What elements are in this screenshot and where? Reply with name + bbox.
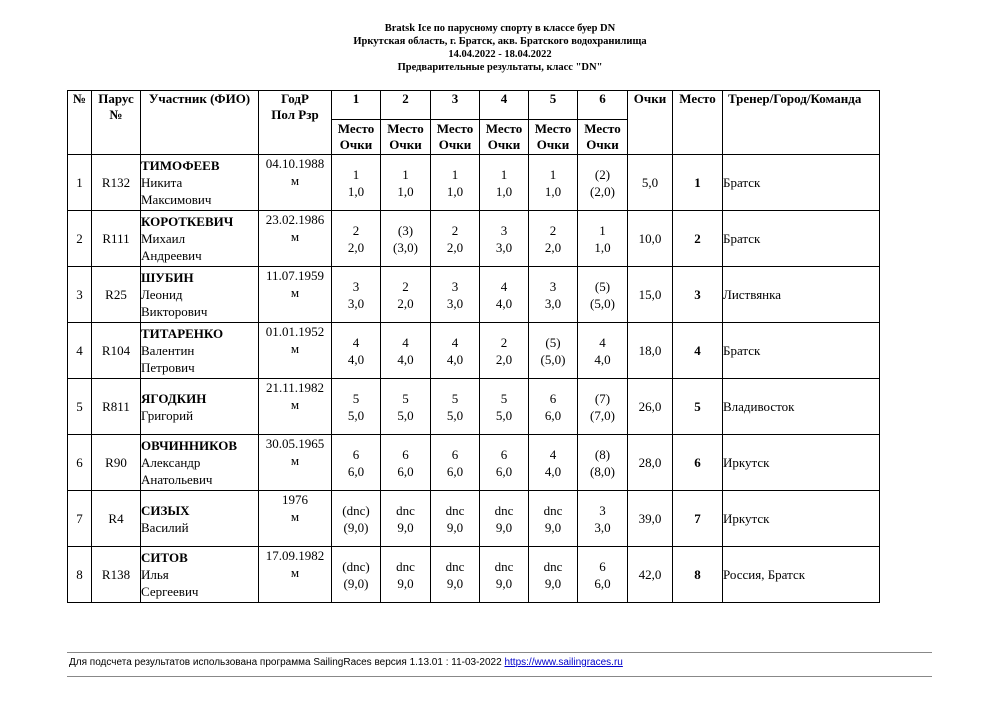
race-5-result [529, 211, 578, 267]
race-6-result [578, 491, 628, 547]
race-place: 1 [500, 166, 508, 182]
race-place: (dnc) [342, 558, 370, 574]
race-2-result [381, 323, 431, 379]
race-place: (3) [397, 222, 414, 238]
race-points: 2,0 [544, 239, 562, 255]
race-place: (5) [594, 278, 611, 294]
participant-surname: ЯГОДКИН [141, 390, 207, 406]
col-subheader-race-2: Место Очки [381, 120, 431, 155]
row-number: 7 [68, 491, 92, 547]
race-points: 2,0 [495, 351, 513, 367]
race-points: (5,0) [590, 295, 615, 311]
race-1-result [332, 491, 381, 547]
race-points: 4,0 [495, 295, 513, 311]
race-points: 1,0 [594, 239, 611, 255]
race-1-result [332, 547, 381, 603]
col-header-race-2: 2 [381, 91, 431, 120]
participant-surname: СИЗЫХ [141, 502, 190, 518]
race-points: 9,0 [397, 519, 414, 535]
total-points: 5,0 [628, 155, 673, 211]
race-points: 6,0 [594, 575, 611, 591]
race-place: 4 [451, 334, 459, 350]
sex: м [290, 173, 300, 188]
total-points: 15,0 [628, 267, 673, 323]
col-subheader-race-4: Место Очки [480, 120, 529, 155]
col-header-num: № [68, 91, 92, 155]
table-row [68, 155, 880, 211]
sail-number: R90 [92, 435, 141, 491]
sail-number: R132 [92, 155, 141, 211]
race-2-result [381, 211, 431, 267]
race-points: (9,0) [343, 575, 369, 591]
race-points: 9,0 [495, 519, 513, 535]
race-3-result [431, 379, 480, 435]
coach-city-team: Братск [723, 155, 880, 211]
birth-date: 21.11.1982 [265, 380, 325, 395]
race-points: 1,0 [347, 183, 365, 199]
race-points: 4,0 [347, 351, 365, 367]
race-6-result [578, 211, 628, 267]
sail-number: R4 [92, 491, 141, 547]
row-number: 3 [68, 267, 92, 323]
race-6-result [578, 267, 628, 323]
race-6-result [578, 323, 628, 379]
race-5-result [529, 379, 578, 435]
total-points: 28,0 [628, 435, 673, 491]
race-place: 3 [549, 278, 557, 294]
race-place: 6 [451, 446, 459, 462]
final-place: 6 [673, 435, 723, 491]
col-subheader-race-5: Место Очки [529, 120, 578, 155]
birth-info [259, 379, 332, 435]
footer-text: Для подсчета результатов использована программа SailingRaces версия 1.13.01 : 11-03-2022 [69, 657, 505, 668]
birth-date: 30.05.1965 [265, 436, 325, 451]
final-place: 1 [673, 155, 723, 211]
race-points: 6,0 [347, 463, 365, 479]
coach-city-team: Братск [723, 323, 880, 379]
race-4-result [480, 211, 529, 267]
col-subheader-race-1: Место Очки [332, 120, 381, 155]
participant-surname: ОВЧИННИКОВ [141, 438, 238, 453]
race-6-result [578, 547, 628, 603]
participant-given-name: Никита [141, 175, 183, 190]
race-4-result [480, 155, 529, 211]
race-3-result [431, 491, 480, 547]
participant-name [141, 379, 259, 435]
race-points: 5,0 [446, 407, 464, 423]
final-place: 3 [673, 267, 723, 323]
participant-patronymic: Максимович [141, 192, 212, 207]
total-points: 42,0 [628, 547, 673, 603]
participant-given-name: Илья [141, 567, 169, 582]
race-place: 5 [451, 390, 459, 406]
race-points: 2,0 [347, 239, 365, 255]
race-5-result [529, 267, 578, 323]
race-points: 1,0 [544, 183, 562, 199]
race-place: 4 [549, 446, 557, 462]
race-5-result [529, 435, 578, 491]
race-3-result [431, 435, 480, 491]
participant-name [141, 547, 259, 603]
participant-surname: КОРОТКЕВИЧ [141, 214, 234, 229]
race-points: 6,0 [495, 463, 513, 479]
col-header-race-6: 6 [578, 91, 628, 120]
race-place: 5 [352, 390, 360, 406]
birth-date: 1976 [282, 492, 308, 507]
birth-date: 11.07.1959 [265, 268, 325, 283]
race-5-result [529, 323, 578, 379]
birth-info [259, 267, 332, 323]
race-points: 6,0 [397, 463, 414, 479]
sail-number: R104 [92, 323, 141, 379]
col-subheader-race-6: Место Очки [578, 120, 628, 155]
race-3-result [431, 211, 480, 267]
sex: м [290, 229, 300, 244]
race-points: 3,0 [347, 295, 365, 311]
race-place: (5) [545, 334, 561, 350]
race-points: 6,0 [446, 463, 464, 479]
race-points: 5,0 [495, 407, 513, 423]
col-header-birth: ГодР Пол Рзр [259, 91, 332, 155]
race-points: 9,0 [544, 575, 562, 591]
race-1-result [332, 379, 381, 435]
race-6-result [578, 155, 628, 211]
table-row [68, 267, 880, 323]
row-number: 5 [68, 379, 92, 435]
race-place: 6 [352, 446, 360, 462]
participant-name [141, 435, 259, 491]
race-points: 9,0 [446, 575, 464, 591]
race-3-result [431, 155, 480, 211]
event-title: Bratsk Ice по парусному спорту в классе буер DN [384, 23, 616, 34]
birth-info [259, 547, 332, 603]
race-points: 9,0 [397, 575, 414, 591]
sex: м [290, 565, 300, 580]
participant-given-name: Александр [141, 455, 201, 470]
participant-patronymic: Петрович [141, 360, 195, 375]
race-place: 1 [402, 166, 409, 182]
race-1-result [332, 323, 381, 379]
col-header-coach: Тренер/Город/Команда [723, 91, 880, 155]
race-place: 5 [402, 390, 409, 406]
race-5-result [529, 547, 578, 603]
results-subtitle: Предварительные результаты, класс "DN" [397, 62, 603, 73]
coach-city-team: Владивосток [723, 379, 880, 435]
race-2-result [381, 379, 431, 435]
participant-patronymic: Анатольевич [141, 472, 213, 487]
race-place: 3 [352, 278, 360, 294]
race-place: 5 [500, 390, 508, 406]
race-place: 1 [599, 222, 606, 238]
race-points: (3,0) [393, 239, 418, 255]
table-row [68, 491, 880, 547]
race-2-result [381, 435, 431, 491]
participant-name [141, 323, 259, 379]
race-5-result [529, 155, 578, 211]
race-2-result [381, 155, 431, 211]
race-points: (8,0) [590, 463, 615, 479]
sailingraces-link[interactable]: https://www.sailingraces.ru [504, 657, 623, 668]
race-place: 2 [549, 222, 557, 238]
footer-divider-bottom [67, 676, 932, 677]
document-header [0, 22, 1000, 74]
birth-date: 17.09.1982 [265, 548, 325, 563]
table-row [68, 547, 880, 603]
race-points: 3,0 [544, 295, 562, 311]
race-1-result [332, 211, 381, 267]
race-points: (7,0) [590, 407, 615, 423]
race-1-result [332, 435, 381, 491]
col-header-race-1: 1 [332, 91, 381, 120]
race-place: 2 [352, 222, 360, 238]
birth-info [259, 435, 332, 491]
race-place: (2) [594, 166, 611, 182]
race-place: 1 [549, 166, 557, 182]
race-points: (5,0) [540, 351, 566, 367]
race-3-result [431, 323, 480, 379]
race-place: 3 [599, 502, 606, 518]
col-header-race-5: 5 [529, 91, 578, 120]
race-place: 2 [500, 334, 508, 350]
participant-surname: ТИТАРЕНКО [141, 326, 224, 341]
row-number: 6 [68, 435, 92, 491]
race-1-result [332, 155, 381, 211]
col-header-place: Место [673, 91, 723, 155]
race-points: 4,0 [397, 351, 414, 367]
sex: м [290, 285, 300, 300]
race-4-result [480, 379, 529, 435]
race-points: (2,0) [590, 183, 615, 199]
participant-given-name: Григорий [141, 407, 194, 423]
race-points: 9,0 [544, 519, 562, 535]
participant-given-name: Леонид [141, 287, 183, 302]
race-4-result [480, 267, 529, 323]
race-points: 3,0 [446, 295, 464, 311]
birth-date: 04.10.1988 [265, 156, 325, 171]
race-place: 4 [352, 334, 360, 350]
row-number: 1 [68, 155, 92, 211]
race-place: (dnc) [342, 502, 370, 518]
coach-city-team: Листвянка [723, 267, 880, 323]
birth-info [259, 323, 332, 379]
participant-patronymic: Андреевич [141, 248, 202, 263]
race-place: 2 [451, 222, 459, 238]
race-place: dnc [396, 502, 415, 518]
race-place: 4 [402, 334, 409, 350]
race-4-result [480, 547, 529, 603]
participant-name [141, 267, 259, 323]
participant-patronymic: Викторович [141, 304, 208, 319]
sex: м [290, 397, 300, 412]
col-header-race-4: 4 [480, 91, 529, 120]
race-place: dnc [494, 558, 514, 574]
race-points: 4,0 [446, 351, 464, 367]
race-points: (9,0) [343, 519, 369, 535]
race-points: 1,0 [397, 183, 414, 199]
coach-city-team: Иркутск [723, 491, 880, 547]
participant-surname: ТИМОФЕЕВ [141, 158, 220, 173]
table-row [68, 211, 880, 267]
sail-number: R111 [92, 211, 141, 267]
race-5-result [529, 491, 578, 547]
race-place: 6 [402, 446, 409, 462]
race-place: dnc [396, 558, 415, 574]
birth-info [259, 491, 332, 547]
race-place: dnc [543, 558, 563, 574]
participant-name [141, 211, 259, 267]
race-place: 2 [402, 278, 409, 294]
total-points: 39,0 [628, 491, 673, 547]
race-points: 2,0 [397, 295, 414, 311]
race-points: 4,0 [544, 463, 562, 479]
final-place: 2 [673, 211, 723, 267]
race-6-result [578, 435, 628, 491]
row-number: 2 [68, 211, 92, 267]
race-3-result [431, 267, 480, 323]
birth-info [259, 211, 332, 267]
footer-note [69, 657, 623, 668]
race-3-result [431, 547, 480, 603]
race-place: 6 [500, 446, 508, 462]
coach-city-team: Братск [723, 211, 880, 267]
race-place: 1 [451, 166, 459, 182]
race-place: 1 [352, 166, 360, 182]
col-header-participant: Участник (ФИО) [141, 91, 259, 155]
race-points: 9,0 [495, 575, 513, 591]
race-points: 1,0 [495, 183, 513, 199]
coach-city-team: Россия, Братск [723, 547, 880, 603]
coach-city-team: Иркутск [723, 435, 880, 491]
row-number: 4 [68, 323, 92, 379]
race-4-result [480, 491, 529, 547]
race-points: 5,0 [347, 407, 365, 423]
table-row [68, 435, 880, 491]
sail-number: R811 [92, 379, 141, 435]
final-place: 4 [673, 323, 723, 379]
table-row [68, 379, 880, 435]
race-place: dnc [445, 502, 465, 518]
race-2-result [381, 491, 431, 547]
race-place: 6 [549, 390, 557, 406]
race-4-result [480, 323, 529, 379]
participant-surname: ШУБИН [141, 270, 194, 285]
participant-patronymic: Сергеевич [141, 584, 199, 599]
final-place: 5 [673, 379, 723, 435]
total-points: 18,0 [628, 323, 673, 379]
col-subheader-race-3: Место Очки [431, 120, 480, 155]
table-row [68, 323, 880, 379]
birth-date: 23.02.1986 [265, 212, 325, 227]
participant-name [141, 155, 259, 211]
col-header-sail: Парус № [92, 91, 141, 155]
event-dates: 14.04.2022 - 18.04.2022 [448, 49, 552, 60]
race-place: (8) [594, 446, 611, 462]
race-place: 4 [599, 334, 606, 350]
race-points: 5,0 [397, 407, 414, 423]
sex: м [290, 341, 300, 356]
final-place: 7 [673, 491, 723, 547]
race-place: 4 [500, 278, 508, 294]
participant-given-name: Валентин [141, 343, 195, 358]
event-location: Иркутская область, г. Братск, акв. Братского водохранилища [353, 36, 647, 47]
total-points: 26,0 [628, 379, 673, 435]
race-points: 3,0 [495, 239, 513, 255]
sex: м [290, 509, 300, 524]
race-place: dnc [543, 502, 563, 518]
race-place: 3 [500, 222, 508, 238]
row-number: 8 [68, 547, 92, 603]
final-place: 8 [673, 547, 723, 603]
footer-divider-top [67, 652, 932, 653]
race-2-result [381, 267, 431, 323]
participant-name [141, 491, 259, 547]
race-6-result [578, 379, 628, 435]
race-place: (7) [594, 390, 611, 406]
race-place: 3 [451, 278, 459, 294]
race-place: dnc [494, 502, 514, 518]
sail-number: R25 [92, 267, 141, 323]
race-points: 1,0 [446, 183, 464, 199]
race-2-result [381, 547, 431, 603]
race-points: 4,0 [594, 351, 611, 367]
sail-number: R138 [92, 547, 141, 603]
race-1-result [332, 267, 381, 323]
participant-given-name: Василий [141, 519, 189, 535]
total-points: 10,0 [628, 211, 673, 267]
race-points: 2,0 [446, 239, 464, 255]
race-4-result [480, 435, 529, 491]
participant-given-name: Михаил [141, 231, 186, 246]
sex: м [290, 453, 300, 468]
race-points: 6,0 [544, 407, 562, 423]
participant-surname: СИТОВ [141, 550, 188, 565]
race-place: 6 [599, 558, 606, 574]
col-header-race-3: 3 [431, 91, 480, 120]
birth-info [259, 155, 332, 211]
birth-date: 01.01.1952 [265, 324, 325, 339]
race-points: 3,0 [594, 519, 611, 535]
results-table [67, 90, 880, 603]
race-place: dnc [445, 558, 465, 574]
race-points: 9,0 [446, 519, 464, 535]
col-header-points: Очки [628, 91, 673, 155]
